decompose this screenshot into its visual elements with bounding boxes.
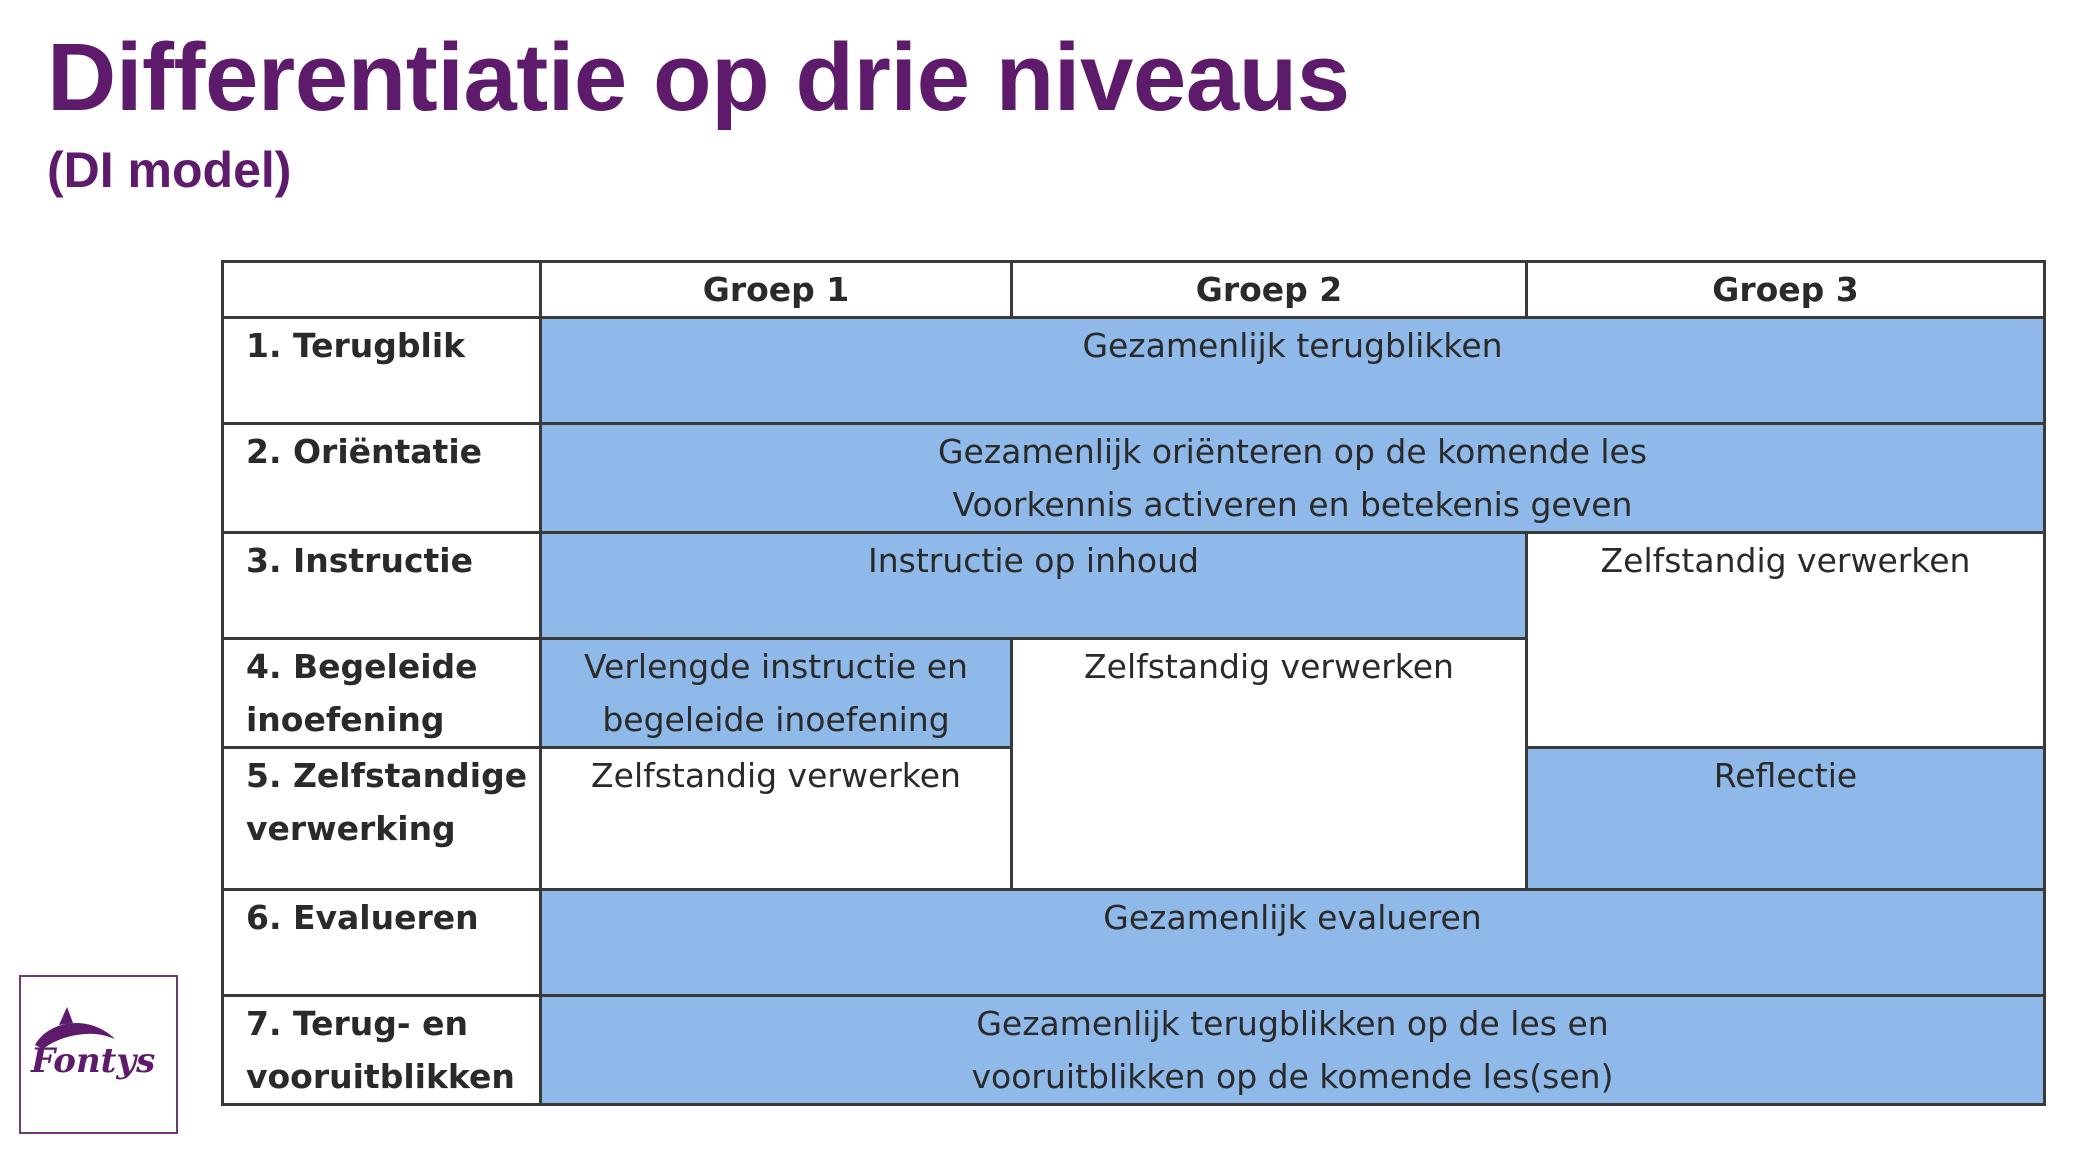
stage-zelfstandige-verwerking: 5. Zelfstandige verwerking bbox=[223, 748, 541, 890]
table-row-evalueren bbox=[223, 890, 2045, 996]
cell-orientatie-all-groups: Gezamenlijk oriënteren op de komende les Voorkennis activeren en betekenis geven bbox=[541, 424, 2045, 533]
cell-terugvooruit-all-groups: Gezamenlijk terugblikken op de les en vooruitblikken op de komende les(sen) bbox=[541, 996, 2045, 1105]
slide-title: Differentiatie op drie niveaus bbox=[47, 24, 1350, 131]
cell-terugblik-all-groups: Gezamenlijk terugblikken bbox=[541, 318, 2045, 424]
cell-zelfstandig-groep-2: Zelfstandig verwerken bbox=[1012, 639, 1527, 890]
stage-instructie: 3. Instructie bbox=[223, 533, 541, 639]
cell-reflectie-groep-3: Reflectie bbox=[1527, 748, 2045, 890]
cell-verlengde-instructie-groep-1: Verlengde instructie en begeleide inoefening bbox=[541, 639, 1012, 748]
di-model-table bbox=[221, 260, 2046, 1106]
table-row-terugblik bbox=[223, 318, 2045, 424]
table-row-terug-en-vooruitblikken bbox=[223, 996, 2045, 1105]
cell-evalueren-all-groups: Gezamenlijk evalueren bbox=[541, 890, 2045, 996]
cell-instructie-groep-1-2: Instructie op inhoud bbox=[541, 533, 1527, 639]
header-empty bbox=[223, 262, 541, 318]
table-header-row bbox=[223, 262, 2045, 318]
stage-evalueren: 6. Evalueren bbox=[223, 890, 541, 996]
cell-zelfstandig-groep-1: Zelfstandig verwerken bbox=[541, 748, 1012, 890]
cell-zelfstandig-groep-3: Zelfstandig verwerken bbox=[1527, 533, 2045, 748]
stage-terug-en-vooruitblikken: 7. Terug- en vooruitblikken bbox=[223, 996, 541, 1105]
stage-terugblik: 1. Terugblik bbox=[223, 318, 541, 424]
header-groep-3: Groep 3 bbox=[1527, 262, 2045, 318]
logo-wordmark: Fontys bbox=[31, 1041, 156, 1081]
stage-orientatie: 2. Oriëntatie bbox=[223, 424, 541, 533]
stage-begeleide-inoefening: 4. Begeleide inoefening bbox=[223, 639, 541, 748]
header-groep-1: Groep 1 bbox=[541, 262, 1012, 318]
table-row-orientatie bbox=[223, 424, 2045, 533]
header-groep-2: Groep 2 bbox=[1012, 262, 1527, 318]
fontys-logo bbox=[19, 975, 178, 1134]
slide-subtitle: (DI model) bbox=[47, 142, 292, 198]
table-row-instructie bbox=[223, 533, 2045, 639]
